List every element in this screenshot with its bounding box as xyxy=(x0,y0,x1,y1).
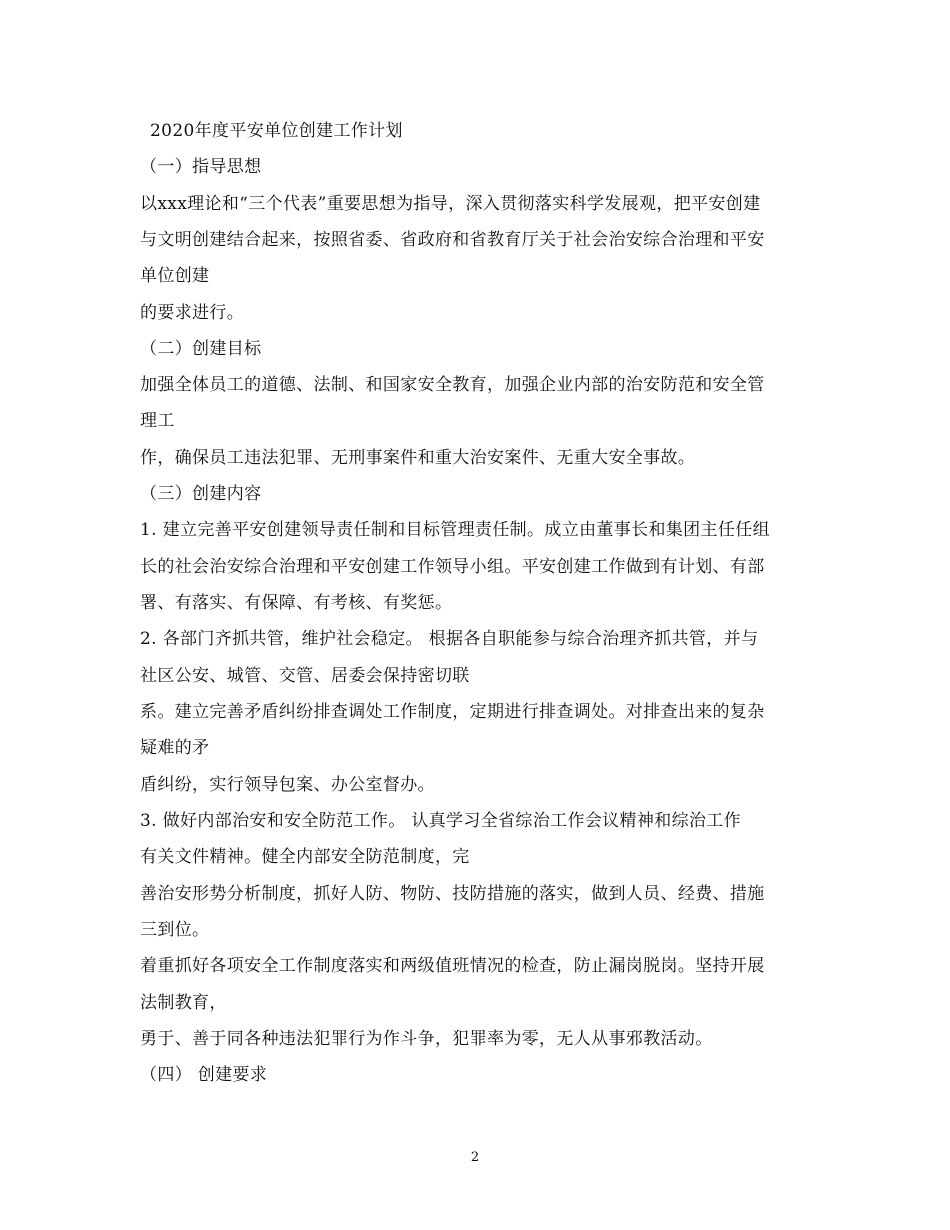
body-line: 单位创建 xyxy=(140,266,210,286)
body-line: 勇于、善于同各种违法犯罪行为作斗争，犯罪率为零，无人从事邪教活动。 xyxy=(140,1029,713,1049)
body-line: 疑难的矛 xyxy=(140,738,210,758)
body-line: 与文明创建结合起来，按照省委、省政府和省教育厅关于社会治安综合治理和平安 xyxy=(140,230,765,250)
body-line: 加强全体员工的道德、法制、和国家安全教育，加强企业内部的治安防范和安全管 xyxy=(140,375,765,395)
body-line: 三到位。 xyxy=(140,920,210,940)
body-line: 3. 做好内部治安和安全防范工作。 认真学习全省综治工作会议精神和综治工作 xyxy=(140,811,741,831)
body-line: 的要求进行。 xyxy=(140,303,245,323)
body-line: 2. 各部门齐抓共管，维护社会稳定。 根据各自职能参与综合治理齐抓共管，并与 xyxy=(140,629,759,649)
body-line: 盾纠纷，实行领导包案、办公室督办。 xyxy=(140,775,435,795)
section-heading-guiding-ideology: （一）指导思想 xyxy=(140,157,262,177)
body-line: 以xxx理论和“三个代表”重要思想为指导，深入贯彻落实科学发展观，把平安创建 xyxy=(140,194,761,214)
body-line: 有关文件精神。健全内部安全防范制度，完 xyxy=(140,847,470,867)
body-line: 着重抓好各项安全工作制度落实和两级值班情况的检查，防止漏岗脱岗。坚持开展 xyxy=(140,956,765,976)
document-title: 2020年度平安单位创建工作计划 xyxy=(150,121,403,141)
body-line: 署、有落实、有保障、有考核、有奖惩。 xyxy=(140,593,453,613)
page-number: 2 xyxy=(470,1150,480,1165)
body-line: 社区公安、城管、交管、居委会保持密切联 xyxy=(140,666,470,686)
body-line: 善治安形势分析制度，抓好人防、物防、技防措施的落实，做到人员、经费、措施 xyxy=(140,884,765,904)
body-line: 法制教育， xyxy=(140,993,227,1013)
body-line: 系。建立完善矛盾纠纷排查调处工作制度，定期进行排查调处。对排查出来的复杂 xyxy=(140,702,765,722)
body-line: 1. 建立完善平安创建领导责任制和目标管理责任制。成立由董事长和集团主任任组 xyxy=(140,520,770,540)
body-line: 作，确保员工违法犯罪、无刑事案件和重大治安案件、无重大安全事故。 xyxy=(140,448,696,468)
section-heading-goals: （二）创建目标 xyxy=(140,339,262,359)
section-heading-content: （三）创建内容 xyxy=(140,484,262,504)
body-line: 理工 xyxy=(140,411,175,431)
section-heading-requirements: （四） 创建要求 xyxy=(140,1065,268,1085)
body-line: 长的社会治安综合治理和平安创建工作领导小组。平安创建工作做到有计划、有部 xyxy=(140,557,765,577)
